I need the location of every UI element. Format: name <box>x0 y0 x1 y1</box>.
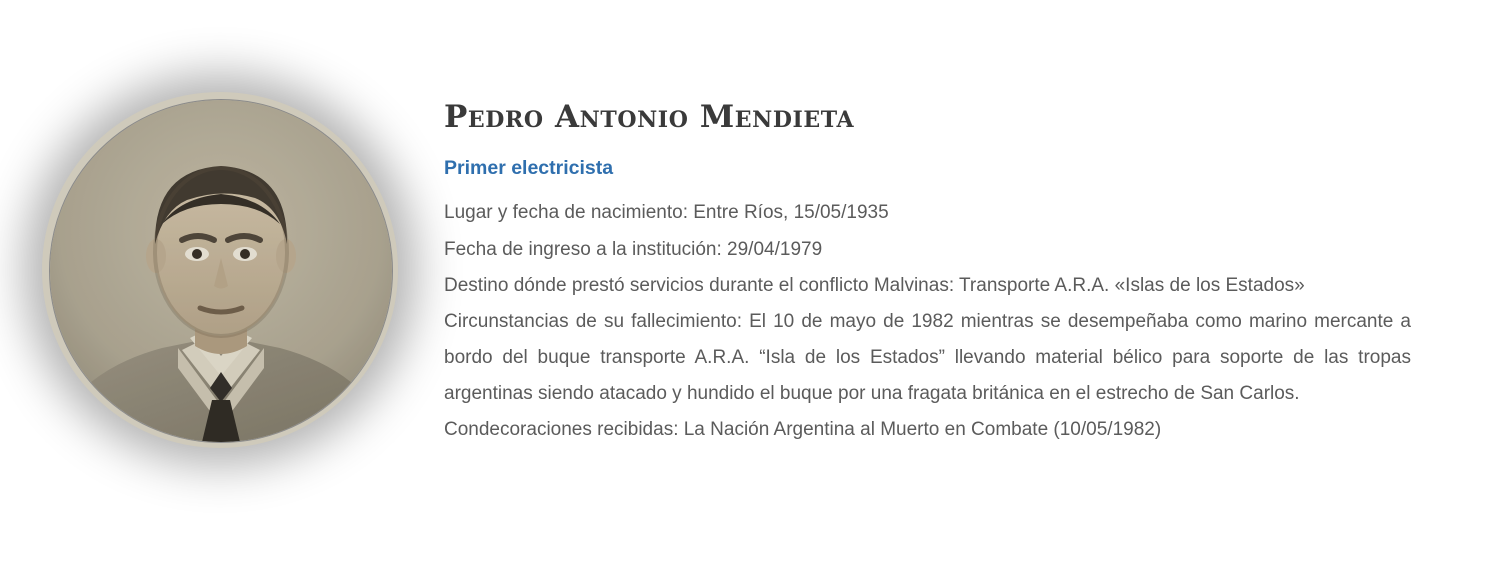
detail-circumstances: Circunstancias de su fallecimiento: El 10 de mayo de 1982 mientras se desempeñaba como marino mercante a bordo del buque transporte A.R.A. “Isla de los Estados” llevando material bélico para soporte de las tropas argentinas siendo atacado y hundido el buque por una fragata británica en el estrecho de San Carlos. <box>444 310 1411 404</box>
detail-destination: Destino dónde prestó servicios durante el conflicto Malvinas: Transporte A.R.A. «Islas de los Estados» <box>444 274 1305 296</box>
portrait-photo <box>49 99 393 443</box>
detail-entry-date: Fecha de ingreso a la institución: 29/04/1979 <box>444 238 823 260</box>
profile-text-column <box>444 0 1485 448</box>
portrait-container <box>0 0 444 584</box>
detail-birthplace: Lugar y fecha de nacimiento: Entre Ríos, 15/05/1935 <box>444 202 889 224</box>
page-title: Pedro Antonio Mendieta <box>444 99 855 135</box>
detail-decorations: Condecoraciones recibidas: La Nación Argentina al Muerto en Combate (10/05/1982) <box>444 419 1162 440</box>
person-role: Primer electricista <box>444 157 614 180</box>
